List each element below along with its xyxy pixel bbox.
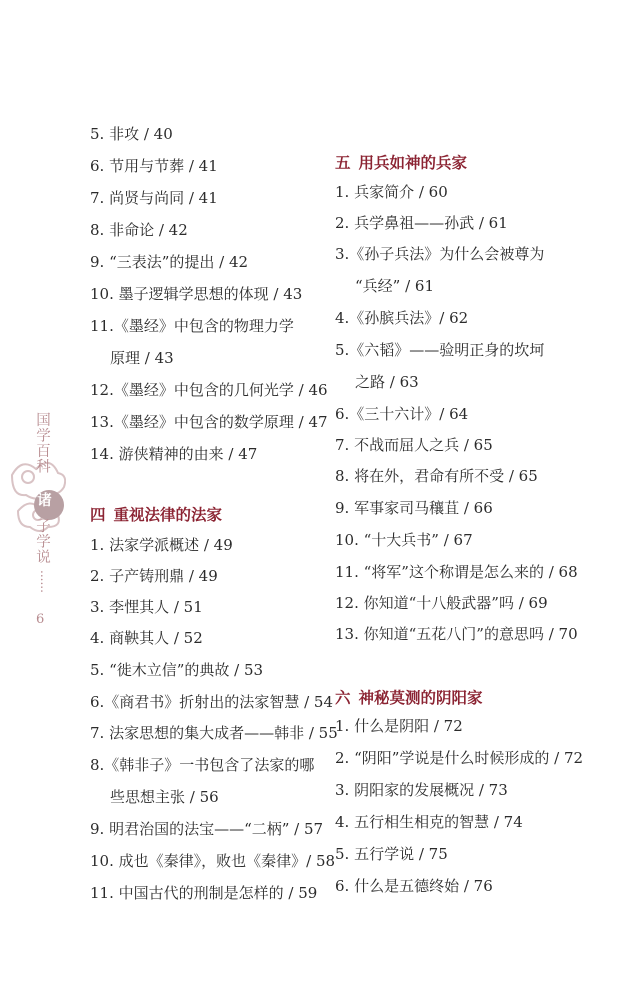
toc-entry[interactable]: 11. 中国古代的刑制是怎样的 / 59 [90, 884, 318, 902]
toc-entry[interactable]: 11. “将军”这个称谓是怎么来的 / 68 [335, 563, 578, 581]
toc-entry[interactable]: 9. 军事家司马穰苴 / 66 [335, 499, 493, 517]
toc-entry[interactable]: 6. 什么是五德终始 / 76 [335, 877, 493, 895]
series-badge: 诸 [35, 492, 52, 508]
section-title: 神秘莫测的阴阳家 [358, 689, 483, 707]
section-number: 五 [335, 154, 351, 172]
toc-entry-continuation[interactable]: 之路 / 63 [355, 373, 419, 391]
section-title: 用兵如神的兵家 [358, 154, 468, 172]
toc-entry[interactable]: 6. 节用与节葬 / 41 [90, 157, 218, 175]
toc-entry[interactable]: 3. 阴阳家的发展概况 / 73 [335, 781, 508, 799]
toc-entry[interactable]: 3.《孙子兵法》为什么会被尊为 [335, 245, 545, 263]
toc-entry[interactable]: 4. 五行相生相克的智慧 / 74 [335, 813, 523, 831]
toc-entry[interactable]: 6.《商君书》折射出的法家智慧 / 54 [90, 693, 333, 711]
toc-entry[interactable]: 8. 将在外，君命有所不受 / 65 [335, 467, 538, 485]
toc-entry[interactable]: 7. 不战而屈人之兵 / 65 [335, 436, 493, 454]
section-number: 六 [335, 689, 351, 707]
toc-entry[interactable]: 2. 子产铸刑鼎 / 49 [90, 567, 218, 585]
toc-entry[interactable]: 5.《六韬》——验明正身的坎坷 [335, 341, 545, 359]
toc-entry[interactable]: 5. 五行学说 / 75 [335, 845, 448, 863]
toc-entry[interactable]: 3. 李悝其人 / 51 [90, 598, 203, 616]
toc-entry[interactable]: 4.《孙膑兵法》/ 62 [335, 309, 469, 327]
toc-entry[interactable]: 14. 游侠精神的由来 / 47 [90, 445, 258, 463]
toc-entry[interactable]: 8. 非命论 / 42 [90, 221, 188, 239]
page-number: 6 [36, 612, 45, 627]
toc-entry[interactable]: 12.《墨经》中包含的几何光学 / 46 [90, 381, 328, 399]
toc-entry[interactable]: 9. “三表法”的提出 / 42 [90, 253, 249, 271]
toc-entry[interactable]: 6.《三十六计》/ 64 [335, 405, 469, 423]
toc-entry[interactable]: 2. 兵学鼻祖——孙武 / 61 [335, 214, 508, 232]
toc-entry[interactable]: 1. 什么是阴阳 / 72 [335, 717, 463, 735]
section-number: 四 [90, 506, 106, 524]
toc-entry[interactable]: 9. 明君治国的法宝——“二柄” / 57 [90, 820, 324, 838]
section-title: 重视法律的法家 [113, 506, 223, 524]
toc-entry-continuation[interactable]: 些思想主张 / 56 [110, 788, 219, 806]
book-title-vertical: 子学说 [34, 518, 50, 565]
toc-entry[interactable]: 10. 成也《秦律》，败也《秦律》/ 58 [90, 852, 336, 870]
section-heading-5 [335, 153, 467, 173]
toc-entry-continuation[interactable]: 原理 / 43 [110, 349, 174, 367]
toc-entry[interactable]: 5. 非攻 / 40 [90, 125, 173, 143]
toc-entry[interactable]: 1. 兵家简介 / 60 [335, 183, 448, 201]
toc-entry[interactable]: 2. “阴阳”学说是什么时候形成的 / 72 [335, 749, 584, 767]
toc-entry[interactable]: 13. 你知道“五花八门”的意思吗 / 70 [335, 625, 578, 643]
toc-entry[interactable]: 7. 尚贤与尚同 / 41 [90, 189, 218, 207]
toc-entry[interactable]: 8.《韩非子》一书包含了法家的哪 [90, 756, 315, 774]
toc-entry[interactable]: 7. 法家思想的集大成者——韩非 / 55 [90, 724, 338, 742]
series-title-vertical: 国学百科 [34, 412, 50, 474]
toc-entry[interactable]: 10. “十大兵书” / 67 [335, 531, 473, 549]
toc-entry[interactable]: 10. 墨子逻辑学思想的体现 / 43 [90, 285, 303, 303]
side-dots: ...... [38, 570, 52, 593]
toc-entry[interactable]: 5. “徙木立信”的典故 / 53 [90, 661, 264, 679]
toc-entry[interactable]: 12. 你知道“十八般武器”吗 / 69 [335, 594, 548, 612]
toc-entry[interactable]: 11.《墨经》中包含的物理力学 [90, 317, 294, 335]
toc-entry-continuation[interactable]: “兵经” / 61 [355, 277, 435, 295]
toc-entry[interactable]: 1. 法家学派概述 / 49 [90, 536, 233, 554]
section-heading-6 [335, 688, 483, 708]
toc-entry[interactable]: 4. 商鞅其人 / 52 [90, 629, 203, 647]
toc-entry[interactable]: 13.《墨经》中包含的数学原理 / 47 [90, 413, 328, 431]
